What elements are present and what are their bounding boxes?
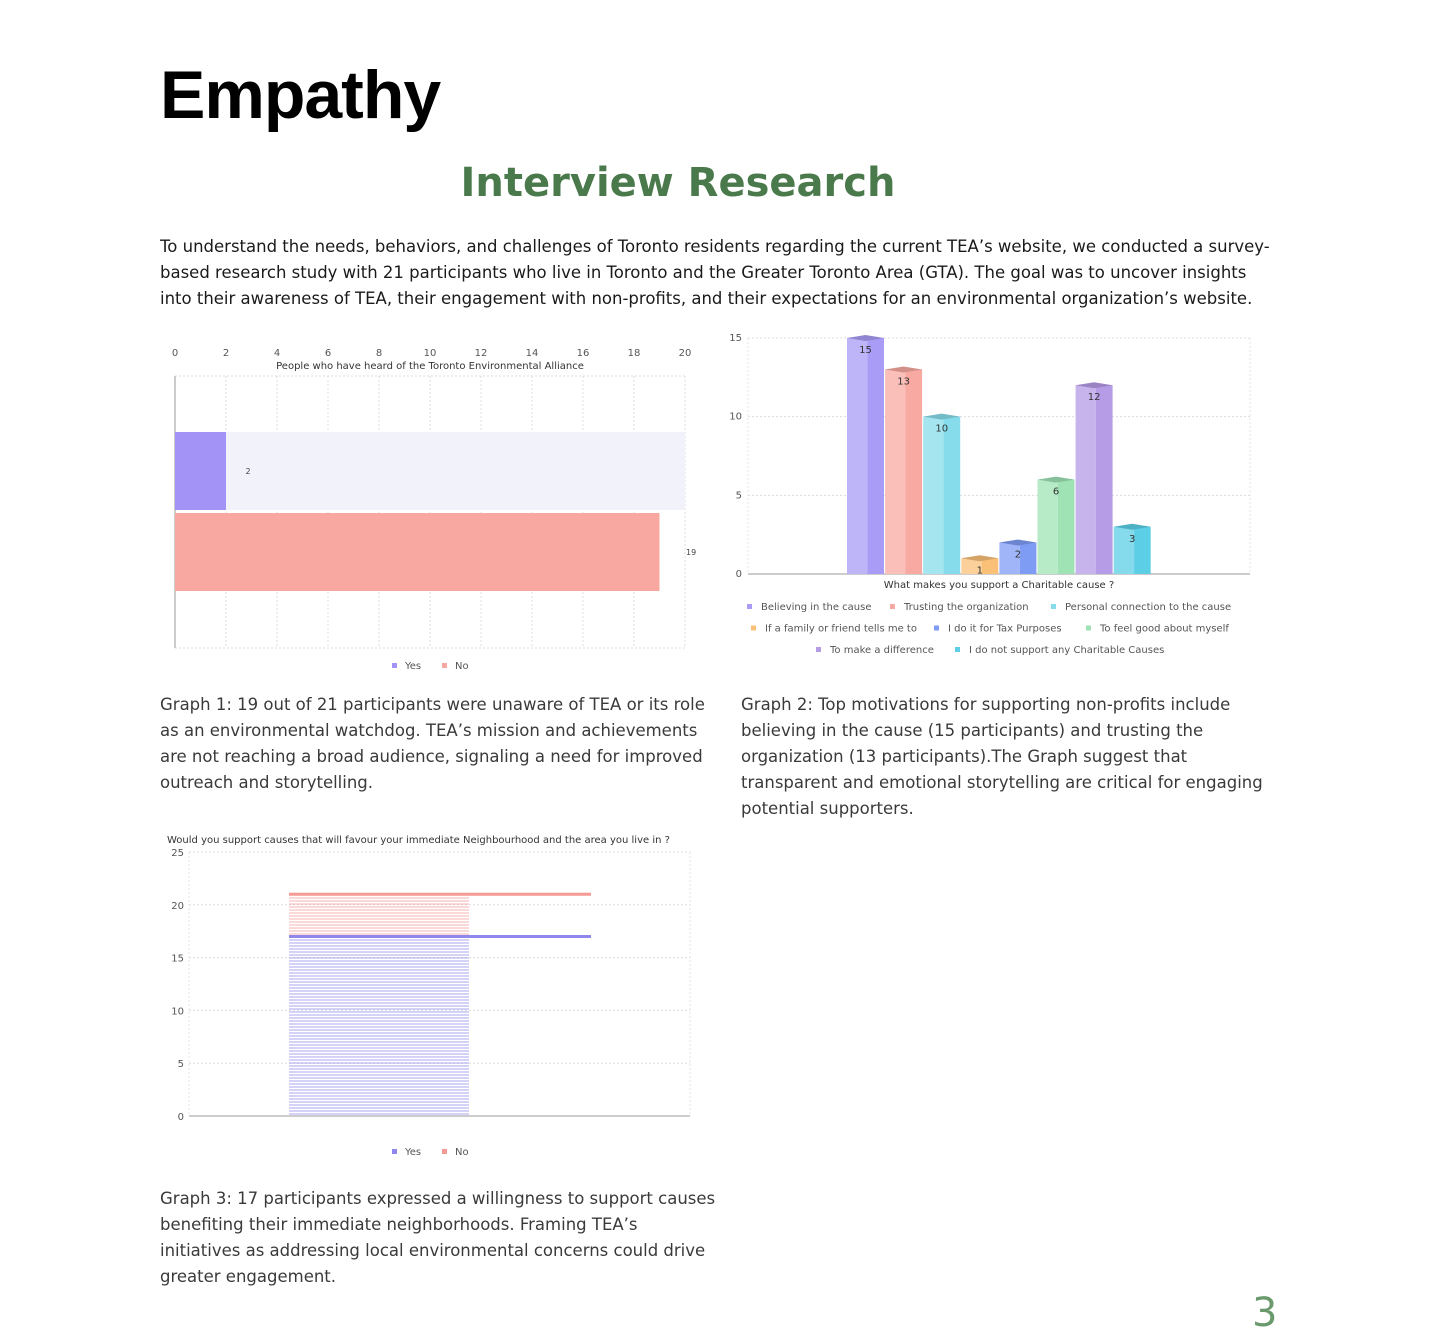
legend-label: To make a difference [830,645,934,656]
x-tick-label: 10 [423,348,437,359]
chart-title: People who have heard of the Toronto Environmental Alliance [276,361,584,372]
legend-label: Personal connection to the cause [1065,602,1232,613]
legend-label: Yes [405,661,422,672]
caption-graph-3: Graph 3: 17 participants expressed a willingness to support causes benefiting their immediate neighborhoods. Framing TEA’s initiatives as addressing local environmental concerns could drive greater engagement. [160,1189,716,1286]
legend-swatch [442,1149,447,1154]
data-label: 1 [976,565,983,577]
x-tick-label: 0 [171,348,179,359]
chart-title: Would you support causes that will favour your immediate Neighbourhood and the area you live in ? [167,835,670,846]
bar-believing-in-the-cause-side [867,338,884,574]
x-tick-label: 14 [525,348,539,359]
legend-swatch [890,604,895,609]
x-tick-label: 18 [627,348,641,359]
bar-believing-in-the-cause-front [847,338,867,574]
bar-personal-connection-to-the-cause-side [944,417,961,574]
x-tick-label: 2 [222,348,230,359]
bar-i-do-not-support-any-charitable-causes-side [1134,527,1151,574]
y-tick-label: 0 [735,569,742,580]
bar-personal-connection-to-the-cause-front [923,417,943,574]
legend-label: No [455,1147,469,1158]
legend-swatch [816,647,821,652]
bar-yes [175,432,226,510]
bar-trusting-the-organization-front [885,369,905,574]
highlight-band [175,432,685,510]
legend-label: If a family or friend tells me to [765,623,917,635]
legend-swatch [392,1149,397,1154]
bar-yes [289,936,469,1116]
bar-i-do-it-for-tax-purposes-side [1020,543,1037,574]
section-title: Interview Research [460,160,896,206]
x-tick-label: 12 [474,348,488,359]
chart-awareness [160,336,700,681]
legend-swatch [751,626,756,631]
x-tick-label: 20 [678,348,692,359]
data-label: 6 [1052,486,1060,498]
data-label: 12 [1087,392,1101,404]
bar-to-make-a-difference-side [1096,385,1113,574]
y-tick-label: 15 [729,333,742,344]
data-label: 2 [245,467,251,476]
legend-label: No [455,661,469,672]
caption-graph-1: Graph 1: 19 out of 21 participants were unaware of TEA or its role as an environmental watchdog. TEA’s mission and achievements are not reaching a broad audience, signaling a need for improved outreach and storytelling. [160,695,705,792]
legend-label: Trusting the organization [904,602,1029,613]
legend-swatch [955,647,960,652]
data-label: 3 [1129,533,1136,545]
legend-swatch [1086,626,1091,631]
chart-motivations [720,328,1280,668]
bar-no [175,513,660,591]
data-label: 13 [897,376,910,388]
data-label: 15 [859,345,872,356]
legend-swatch [392,663,397,668]
bar-no [289,894,469,936]
y-tick-label: 25 [171,848,184,859]
y-tick-label: 10 [729,411,742,423]
y-tick-label: 5 [177,1059,184,1071]
intro-paragraph: To understand the needs, behaviors, and challenges of Toronto residents regarding the current TEA’s website, we conducted a survey-based research study with 21 participants who live in Toronto and the Greater Toronto Area (GTA). The goal was to uncover insights into their awareness of TEA, their engagement with non-profits, and their expectations for an environmental organization’s website. [160,237,1270,308]
legend-label: I do it for Tax Purposes [948,623,1062,635]
legend-swatch [747,604,752,609]
y-tick-label: 0 [177,1112,184,1123]
data-label: 10 [935,423,949,435]
chart-title: What makes you support a Charitable cause ? [883,580,1115,591]
bar-to-feel-good-about-myself-side [1058,480,1075,574]
x-tick-label: 16 [576,348,590,359]
bar-if-a-family-or-friend-tells-me-to-side [982,558,999,574]
x-tick-label: 4 [273,348,281,359]
x-tick-label: 8 [375,348,383,359]
y-tick-label: 10 [171,1006,184,1018]
legend-swatch [442,663,447,668]
chart-neighbourhood [160,828,705,1168]
y-tick-label: 20 [171,900,184,912]
data-label: 2 [1014,549,1022,561]
y-tick-label: 5 [735,490,742,502]
legend-label: I do not support any Charitable Causes [969,645,1165,656]
data-label: 19 [686,548,697,557]
legend-label: To feel good about myself [1100,623,1229,635]
page-title: Empathy [160,57,441,133]
page-number: 3 [1252,1290,1278,1336]
y-tick-label: 15 [171,953,184,965]
legend-label: Yes [405,1147,422,1158]
legend-swatch [934,626,939,631]
bar-trusting-the-organization-side [905,369,922,574]
legend-label: Believing in the cause [761,602,872,613]
legend-swatch [1051,604,1056,609]
x-tick-label: 6 [324,348,332,359]
bar-to-make-a-difference-front [1076,385,1096,574]
caption-graph-2: Graph 2: Top motivations for supporting non-profits include believing in the cause (15 participants) and trusting the organization (13 participants).The Graph suggest that transparent and emotional storytelling are critical for engaging potential supporters. [741,695,1263,818]
